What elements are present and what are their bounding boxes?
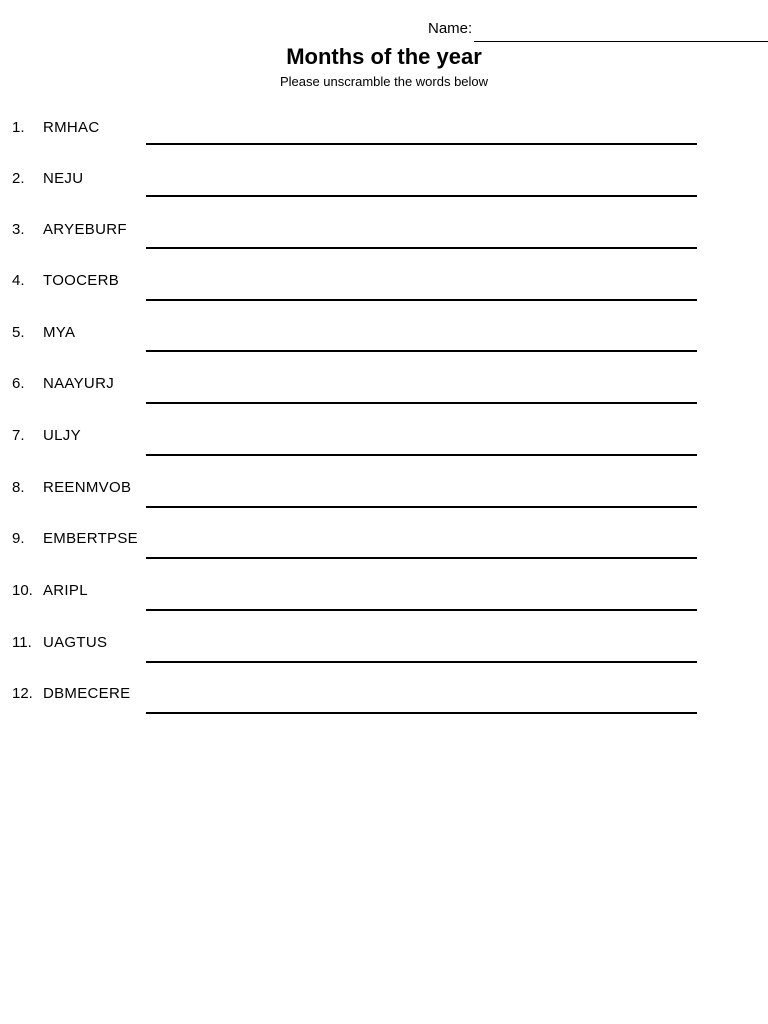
list-item [0, 685, 768, 737]
item-number: 9. [12, 530, 25, 547]
page-subtitle: Please unscramble the words below [279, 74, 489, 89]
scrambled-word: ARIPL [43, 582, 88, 599]
list-item [0, 324, 768, 376]
item-number: 7. [12, 427, 25, 444]
list-item [0, 272, 768, 324]
item-number: 10. [12, 582, 33, 599]
item-number: 5. [12, 324, 25, 341]
list-item [0, 530, 768, 582]
answer-line[interactable] [146, 557, 697, 559]
scrambled-word: DBMECERE [43, 685, 131, 702]
item-number: 4. [12, 272, 25, 289]
item-number: 11. [12, 634, 32, 651]
item-number: 6. [12, 375, 25, 392]
scrambled-word: EMBERTPSE [43, 530, 138, 547]
item-number: 12. [12, 685, 33, 702]
answer-line[interactable] [146, 454, 697, 456]
item-number: 1. [12, 119, 25, 136]
scrambled-word: RMHAC [43, 119, 100, 136]
item-number: 3. [12, 221, 25, 238]
list-item [0, 582, 768, 634]
scrambled-word: TOOCERB [43, 272, 120, 289]
answer-line[interactable] [146, 299, 697, 301]
scrambled-word: UAGTUS [43, 634, 108, 651]
scrambled-word: NEJU [43, 170, 84, 187]
answer-line[interactable] [146, 350, 697, 352]
answer-line[interactable] [146, 247, 697, 249]
scrambled-word: MYA [43, 324, 76, 341]
answer-line[interactable] [146, 143, 697, 145]
list-item [0, 119, 768, 171]
answer-line[interactable] [146, 402, 697, 404]
answer-line[interactable] [146, 712, 697, 714]
scrambled-word: ULJY [43, 427, 81, 444]
item-number: 2. [12, 170, 25, 187]
page-title: Months of the year [286, 44, 482, 69]
answer-line[interactable] [146, 609, 697, 611]
answer-line[interactable] [146, 661, 697, 663]
scrambled-word: ARYEBURF [43, 221, 127, 238]
item-number: 8. [12, 479, 25, 496]
list-item [0, 170, 768, 222]
list-item [0, 479, 768, 531]
list-item [0, 427, 768, 479]
scrambled-word: NAAYURJ [43, 375, 114, 392]
list-item [0, 375, 768, 427]
list-item [0, 221, 768, 273]
answer-line[interactable] [146, 506, 697, 508]
name-label: Name: [428, 20, 473, 37]
scrambled-word: REENMVOB [43, 479, 132, 496]
list-item [0, 634, 768, 686]
answer-line[interactable] [146, 195, 697, 197]
